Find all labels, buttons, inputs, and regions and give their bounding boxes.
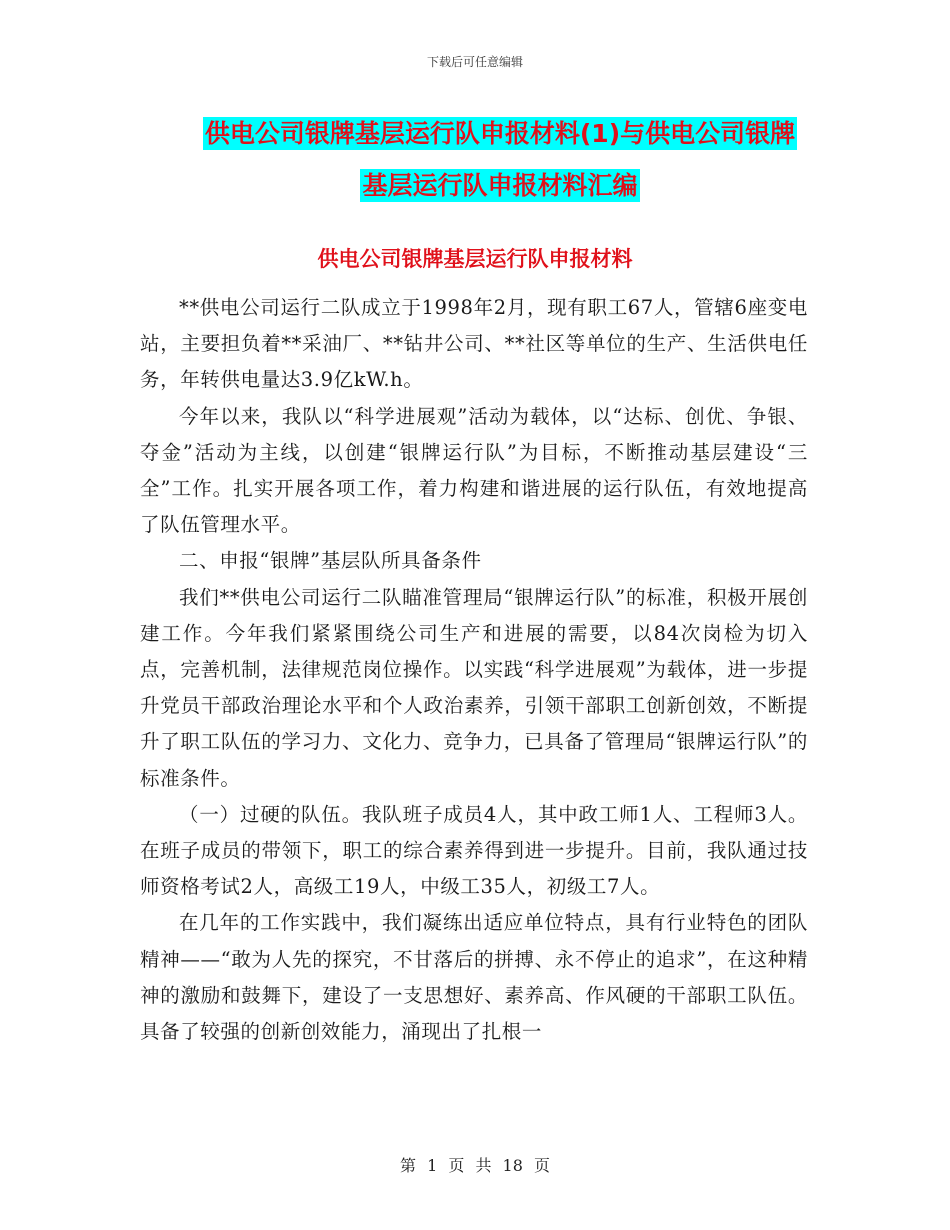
paragraph-1: **供电公司运行二队成立于1998年2月，现有职工67人，管辖6座变电站，主要担负着**采油厂、**钻井公司、**社区等单位的生产、生活供电任务，年转供电量达3.9亿kW.h。	[140, 296, 808, 392]
paragraph-2: 今年以来，我队以“科学进展观”活动为载体，以“达标、创优、争银、夺金”活动为主线，以创建“银牌运行队”为目标，不断推动基层建设“三全”工作。扎实开展各项工作，着力构建和谐进展的运行队伍，有效地提高了队伍管理水平。	[140, 404, 808, 537]
paragraph-4: 我们**供电公司运行二队瞄准管理局“银牌运行队”的标准，积极开展创建工作。今年我们紧紧围绕公司生产和进展的需要，以84次岗检为切入点，完善机制，法律规范岗位操作。以实践“科学进展观”为载体，进一步提升党员干部政治理论水平和个人政治素养，引领干部职工创新创效，不断提升了职工队伍的学习力、文化力、竞争力，已具备了管理局“银牌运行队”的标准条件。	[140, 585, 808, 790]
document-body	[140, 290, 808, 1050]
header-note: 下载后可任意编辑	[426, 55, 523, 69]
paragraph-5: （一）过硬的队伍。我队班子成员4人，其中政工师1人、工程师3人。在班子成员的带领下，职工的综合素养得到进一步提升。目前，我队通过技师资格考试2人，高级工19人，中级工35人，初级工7人。	[140, 802, 808, 899]
paragraph-3-heading: 二、申报“银牌”基层队所具备条件	[179, 549, 482, 573]
title-line-2: 基层运行队申报材料汇编	[362, 171, 638, 200]
title-line-1: 供电公司银牌基层运行队申报材料(1)与供电公司银牌	[204, 119, 796, 148]
document-title	[185, 108, 815, 212]
section-title: 供电公司银牌基层运行队申报材料	[317, 247, 633, 271]
page-footer: 第 1 页 共 18 页	[400, 1156, 550, 1175]
paragraph-6: 在几年的工作实践中，我们凝练出适应单位特点，具有行业特色的团队精神——“敢为人先的探究，不甘落后的拼搏、永不停止的追求”，在这种精神的激励和鼓舞下，建设了一支思想好、素养高、作风硬的干部职工队伍。具备了较强的创新创效能力，涌现出了扎根一	[140, 911, 808, 1044]
